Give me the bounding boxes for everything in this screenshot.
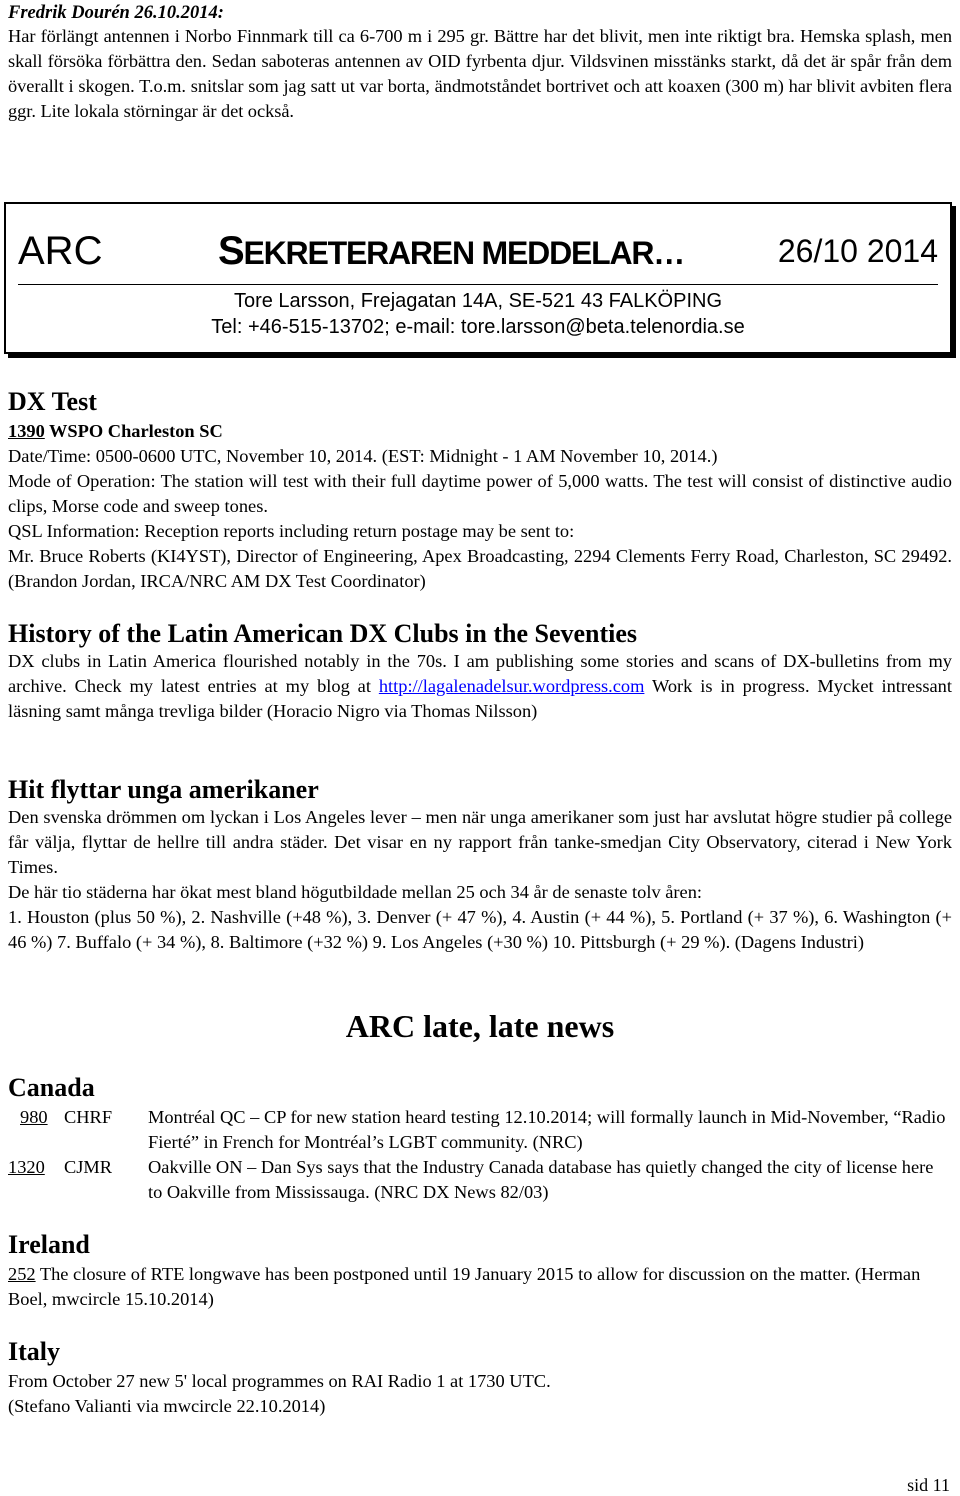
dx-test-qsl-label: QSL Information: [8, 521, 140, 541]
canada-entry [8, 1155, 952, 1205]
intro-text: Har förlängt antennen i Norbo Finnmark till ca 6-700 m i 295 gr. Bättre har det blivit, men inte riktigt bra. Hemska splash, men skall försöka förbättra den. Sedan saboteras antennen av OID fyrbenta djur. Vildsvinen misstänks starkt, då det är spår från dem överallt i skogen. T.o.m. snitslar som jag satt ut var borta, ändmotståndet bortrivet och att koaxen (300 m) har blivit avbiten flera ggr. Lite lokala störningar är det också. [8, 26, 952, 121]
dx-test-station: WSPO Charleston SC [44, 421, 223, 441]
arc-date: 26/10 2014 [777, 233, 938, 269]
dx-test-mode-label: Mode of Operation: [8, 471, 156, 491]
history-heading: History of the Latin American DX Clubs in the Seventies [8, 619, 638, 648]
ireland-heading: Ireland [8, 1230, 90, 1259]
italy-section [8, 1337, 952, 1419]
dx-test-qsl-value: Reception reports including return postage may be sent to: [139, 521, 575, 541]
dx-test-datetime-value: 0500-0600 UTC, November 10, 2014. (EST: Midnight - 1 AM November 10, 2014.) [91, 446, 718, 466]
hit-section [8, 775, 952, 955]
arc-heading-rest: EKRETERAREN MEDDELAR… [243, 235, 685, 271]
arc-phone-email: Tel: +46-515-13702; e-mail: tore.larsson@beta.telenordia.se [211, 316, 745, 338]
italy-line-1: From October 27 new 5' local programmes on RAI Radio 1 at 1730 UTC. [8, 1371, 551, 1391]
arc-heading [218, 226, 684, 278]
dx-test-datetime-label: Date/Time: [8, 446, 92, 466]
ireland-freq: 252 [8, 1264, 36, 1284]
history-text-before: DX clubs in Latin America flourished notably in the 70s. I am publishing some stories and scans of DX-bulletins from my archive. Check my latest entries at my blog at [8, 651, 952, 696]
canada-entry-text: Oakville ON – Dan Sys says that the Industry Canada database has quietly changed the city of license here to Oakville from Mississauga. (NRC DX News 82/03) [148, 1157, 934, 1202]
canada-entry-freq: 1320 [8, 1157, 45, 1177]
hit-paragraph-1: Den svenska drömmen om lyckan i Los Angeles lever – men när unga amerikaner som just har avslutat högre studier på college får välja, flyttar de hellre till andra städer. Det visar en ny rapport från tanke-smedjan City Observatory, citerad i New York Times. [8, 807, 952, 877]
blog-link[interactable]: http://lagalenadelsur.wordpress.com [378, 676, 645, 696]
arc-title-row [18, 226, 938, 276]
dx-test-heading: DX Test [8, 387, 97, 416]
intro-section [8, 0, 952, 124]
hit-paragraph-3: 1. Houston (plus 50 %), 2. Nashville (+48 %), 3. Denver (+ 47 %), 4. Austin (+ 44 %), 5. Portland (+ 37 %), 6. Washington (+ 46 %) 7. Buffalo (+ 34 %), 8. Baltimore (+32 %) 9. Los Angeles (+30 %) 10. Pittsburgh (+ 29 %). (Dagens Industri) [8, 907, 952, 952]
canada-entry-call: CJMR [64, 1157, 113, 1177]
dx-test-freq: 1390 [8, 421, 45, 441]
arc-address: Tore Larsson, Frejagatan 14A, SE-521 43 FALKÖPING [233, 290, 723, 312]
arc-divider [18, 284, 938, 285]
italy-line-2: (Stefano Valianti via mwcircle 22.10.2014) [8, 1396, 326, 1416]
canada-entry-freq: 980 [20, 1107, 48, 1127]
dx-test-section [8, 387, 952, 594]
arc-contact [6, 288, 950, 340]
canada-entry-text: Montréal QC – CP for new station heard testing 12.10.2014; will formally launch in Mid-November, “Radio Fierté” in French for Montréal’s LGBT community. (NRC) [148, 1107, 946, 1152]
late-news-heading: ARC late, late news [345, 1008, 615, 1044]
intro-author: Fredrik Dourén 26.10.2014: [8, 3, 224, 23]
ireland-text [8, 1262, 952, 1312]
dx-test-qsl [8, 519, 952, 544]
ireland-body: The closure of RTE longwave has been postponed until 19 January 2015 to allow for discussion on the matter. (Herman Boel, mwcircle 15.10.2014) [8, 1264, 921, 1309]
arc-label: ARC [18, 229, 103, 273]
dx-test-mode-value: The station will test with their full daytime power of 5,000 watts. The test will consist of distinctive audio clips, Morse code and sweep tones. [8, 471, 952, 516]
canada-entry-call: CHRF [64, 1107, 113, 1127]
ireland-section [8, 1230, 952, 1312]
history-text-after: Work is in progress. Mycket intressant läsning samt många trevliga bilder (Horacio Nigro via Thomas Nilsson) [8, 676, 952, 721]
dx-test-station-line [8, 419, 952, 444]
canada-section [8, 1073, 952, 1205]
arc-header-box [4, 202, 952, 354]
hit-paragraph-2: De här tio städerna har ökat mest bland högutbildade mellan 25 och 34 år de senaste tolv åren: [8, 882, 703, 902]
canada-entry [8, 1105, 952, 1155]
dx-test-datetime [8, 444, 952, 469]
history-text [8, 649, 952, 724]
late-news-section [8, 1008, 952, 1044]
canada-heading: Canada [8, 1073, 95, 1102]
hit-heading: Hit flyttar unga amerikaner [8, 775, 319, 804]
history-section [8, 619, 952, 724]
dx-test-address: Mr. Bruce Roberts (KI4YST), Director of Engineering, Apex Broadcasting, 2294 Clements Ferry Road, Charleston, SC 29492. (Brandon Jordan, IRCA/NRC AM DX Test Coordinator) [8, 546, 952, 591]
dx-test-mode [8, 469, 952, 519]
arc-heading-initial: S [218, 229, 244, 273]
italy-heading: Italy [8, 1337, 60, 1366]
page-number: sid 11 [907, 1475, 950, 1495]
